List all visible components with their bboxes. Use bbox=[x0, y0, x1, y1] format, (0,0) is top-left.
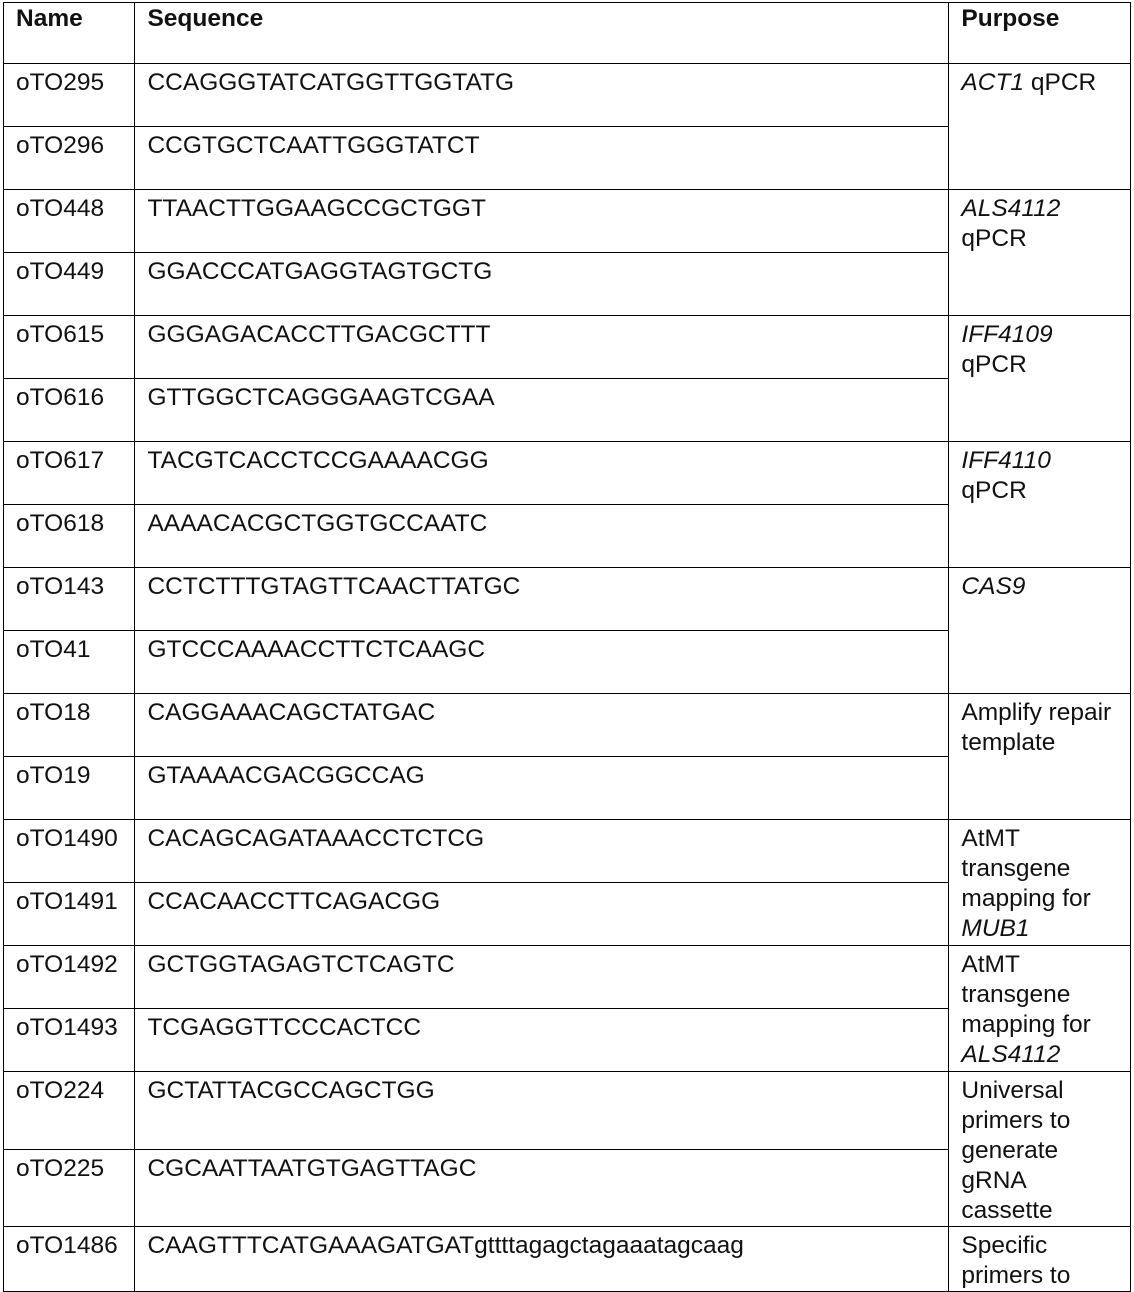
purpose-cell bbox=[949, 64, 1131, 190]
purpose-text: qPCR bbox=[961, 477, 1027, 504]
primer-name-cell: oTO225 bbox=[4, 1149, 135, 1227]
primer-name-cell: oTO224 bbox=[4, 1072, 135, 1150]
primer-sequence-cell: TTAACTTGGAAGCCGCTGGT bbox=[135, 190, 949, 253]
primer-sequence-cell: GGGAGACACCTTGACGCTTT bbox=[135, 316, 949, 379]
primer-sequence-cell: CAAGTTTCATGAAAGATGATgttttagagctagaaatagcaag bbox=[135, 1227, 949, 1292]
primer-sequence-cell: GCTATTACGCCAGCTGG bbox=[135, 1072, 949, 1150]
purpose-text: qPCR bbox=[961, 225, 1027, 252]
purpose-cell bbox=[949, 190, 1131, 316]
table-row bbox=[4, 1072, 1131, 1150]
purpose-gene-name: ACT1 bbox=[961, 69, 1025, 96]
purpose-text: Universal primers to generate gRNA cassette bbox=[961, 1077, 1071, 1224]
primer-table bbox=[3, 2, 1131, 1292]
table-row bbox=[4, 442, 1131, 505]
primer-sequence-cell: CCACAACCTTCAGACGG bbox=[135, 883, 949, 946]
table-row bbox=[4, 1227, 1131, 1292]
primer-sequence-cell: CAGGAAACAGCTATGAC bbox=[135, 694, 949, 757]
primer-sequence-cell: GGACCCATGAGGTAGTGCTG bbox=[135, 253, 949, 316]
header-purpose: Purpose bbox=[949, 3, 1131, 64]
purpose-cell: Specific primers to bbox=[949, 1227, 1131, 1292]
purpose-cell bbox=[949, 946, 1131, 1072]
purpose-gene-name: CAS9 bbox=[961, 573, 1026, 600]
primer-name-cell: oTO617 bbox=[4, 442, 135, 505]
primer-name-cell: oTO1493 bbox=[4, 1009, 135, 1072]
table-row bbox=[4, 946, 1131, 1009]
purpose-cell bbox=[949, 442, 1131, 568]
primer-sequence-cell: TCGAGGTTCCCACTCC bbox=[135, 1009, 949, 1072]
primer-sequence-cell: GTTGGCTCAGGGAAGTCGAA bbox=[135, 379, 949, 442]
purpose-cell bbox=[949, 694, 1131, 820]
primer-name-cell: oTO448 bbox=[4, 190, 135, 253]
primer-sequence-cell: CGCAATTAATGTGAGTTAGC bbox=[135, 1149, 949, 1227]
purpose-cell bbox=[949, 820, 1131, 946]
purpose-gene-name: IFF4109 bbox=[961, 321, 1053, 348]
primer-sequence-cell: AAAACACGCTGGTGCCAATC bbox=[135, 505, 949, 568]
table-row bbox=[4, 190, 1131, 253]
table-row bbox=[4, 64, 1131, 127]
header-row bbox=[4, 3, 1131, 64]
primer-name-cell: oTO296 bbox=[4, 127, 135, 190]
primer-sequence-cell: GTCCCAAAACCTTCTCAAGC bbox=[135, 631, 949, 694]
primer-name-cell: oTO1486 bbox=[4, 1227, 135, 1292]
purpose-gene-name: MUB1 bbox=[961, 915, 1030, 942]
primer-name-cell: oTO449 bbox=[4, 253, 135, 316]
primer-sequence-cell: CCAGGGTATCATGGTTGGTATG bbox=[135, 64, 949, 127]
primer-name-cell: oTO1492 bbox=[4, 946, 135, 1009]
header-sequence: Sequence bbox=[135, 3, 949, 64]
purpose-gene-name: IFF4110 bbox=[961, 447, 1051, 474]
purpose-cell bbox=[949, 1072, 1131, 1227]
purpose-cell bbox=[949, 316, 1131, 442]
primer-sequence-cell: CCGTGCTCAATTGGGTATCT bbox=[135, 127, 949, 190]
table-row bbox=[4, 694, 1131, 757]
primer-sequence-cell: CCTCTTTGTAGTTCAACTTATGC bbox=[135, 568, 949, 631]
header-name: Name bbox=[4, 3, 135, 64]
primer-name-cell: oTO1491 bbox=[4, 883, 135, 946]
primer-name-cell: oTO295 bbox=[4, 64, 135, 127]
primer-sequence-cell: GCTGGTAGAGTCTCAGTC bbox=[135, 946, 949, 1009]
purpose-gene-name: ALS4112 bbox=[961, 195, 1061, 222]
primer-name-cell: oTO618 bbox=[4, 505, 135, 568]
primer-name-cell: oTO18 bbox=[4, 694, 135, 757]
primer-name-cell: oTO19 bbox=[4, 757, 135, 820]
primer-name-cell: oTO1490 bbox=[4, 820, 135, 883]
primer-sequence-cell: CACAGCAGATAAACCTCTCG bbox=[135, 820, 949, 883]
primer-name-cell: oTO616 bbox=[4, 379, 135, 442]
primer-name-cell: oTO41 bbox=[4, 631, 135, 694]
table-row bbox=[4, 820, 1131, 883]
table-row bbox=[4, 316, 1131, 379]
purpose-text: Amplify repair template bbox=[961, 699, 1112, 756]
purpose-text: qPCR bbox=[1024, 69, 1097, 96]
table-body bbox=[4, 64, 1131, 1292]
purpose-gene-name: ALS4112 bbox=[961, 1041, 1061, 1068]
table-row bbox=[4, 568, 1131, 631]
purpose-prefix: AtMT transgene mapping for bbox=[961, 825, 1091, 912]
primer-sequence-cell: TACGTCACCTCCGAAAACGG bbox=[135, 442, 949, 505]
purpose-text: qPCR bbox=[961, 351, 1027, 378]
primer-name-cell: oTO143 bbox=[4, 568, 135, 631]
purpose-prefix: AtMT transgene mapping for bbox=[961, 951, 1091, 1038]
primer-name-cell: oTO615 bbox=[4, 316, 135, 379]
purpose-cell bbox=[949, 568, 1131, 694]
primer-sequence-cell: GTAAAACGACGGCCAG bbox=[135, 757, 949, 820]
